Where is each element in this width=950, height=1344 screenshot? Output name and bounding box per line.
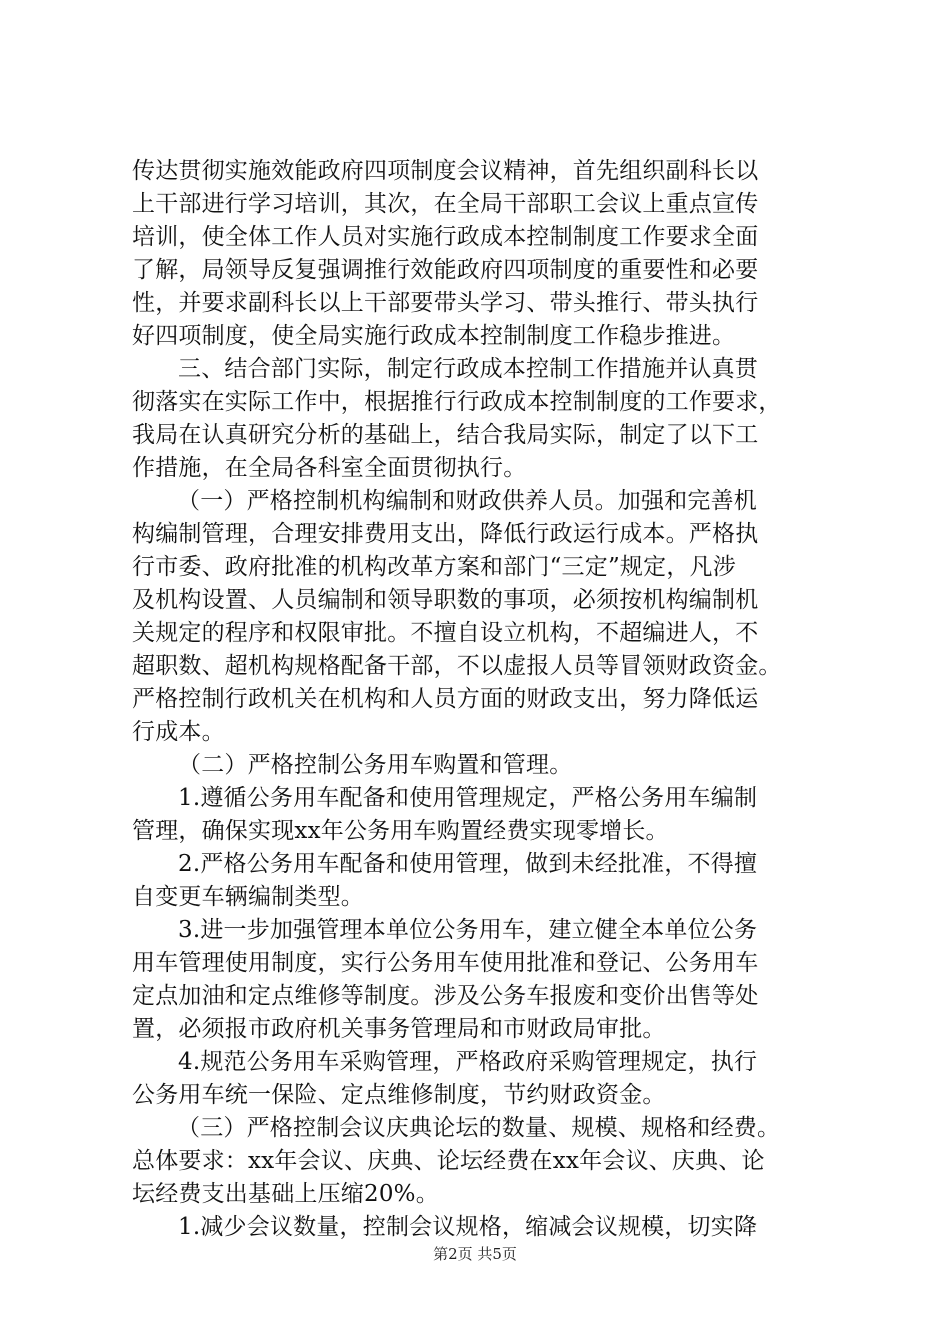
document-body [132, 155, 832, 1244]
text-line: 构编制管理，合理安排费用支出，降低行政运行成本。严格执 [132, 521, 759, 547]
text-line: 上干部进行学习培训，其次，在全局干部职工会议上重点宣传 [132, 191, 759, 217]
text-line: 自变更车辆编制类型。 [132, 884, 364, 910]
subsection-heading-one: （一）严格控制机构编制和财政供养人员。加强和完善机 [177, 488, 757, 514]
subsection-heading-three: （三）严格控制会议庆典论坛的数量、规模、规格和经费。 [177, 1115, 781, 1141]
text-line: 严格控制行政机关在机构和人员方面的财政支出，努力降低运 [132, 686, 759, 712]
list-item-1: 1.遵循公务用车配备和使用管理规定，严格公务用车编制 [178, 785, 758, 811]
text-line: 关规定的程序和权限审批。不擅自设立机构，不超编进人，不 [132, 620, 759, 646]
text-line: 用车管理使用制度，实行公务用车使用批准和登记、公务用车 [132, 950, 759, 976]
text-line: 超职数、超机构规格配备干部，不以虚报人员等冒领财政资金。 [132, 653, 782, 679]
text-line: 传达贯彻实施效能政府四项制度会议精神，首先组织副科长以 [132, 158, 759, 184]
subsection-heading-two: （二）严格控制公务用车购置和管理。 [178, 752, 573, 778]
section-heading-three: 三、结合部门实际，制定行政成本控制工作措施并认真贯 [178, 356, 758, 382]
text-line: 定点加油和定点维修等制度。涉及公务车报废和变价出售等处 [132, 983, 759, 1009]
text-line: 总体要求：xx年会议、庆典、论坛经费在xx年会议、庆典、论 [132, 1148, 765, 1174]
text-line: 好四项制度，使全局实施行政成本控制制度工作稳步推进。 [132, 323, 736, 349]
text-line: 作措施，在全局各科室全面贯彻执行。 [132, 455, 527, 481]
text-line: 性，并要求副科长以上干部要带头学习、带头推行、带头执行 [132, 290, 759, 316]
text-line: 行成本。 [132, 719, 225, 745]
list-item-2: 2.严格公务用车配备和使用管理，做到未经批准，不得擅 [178, 851, 758, 877]
list-item-1: 1.减少会议数量，控制会议规格，缩减会议规模，切实降 [178, 1214, 758, 1240]
text-line: 公务用车统一保险、定点维修制度，节约财政资金。 [132, 1082, 666, 1108]
text-line: 管理，确保实现xx年公务用车购置经费实现零增长。 [132, 818, 669, 844]
text-line: 培训，使全体工作人员对实施行政成本控制制度工作要求全面 [132, 224, 759, 250]
text-line: 坛经费支出基础上压缩20%。 [132, 1181, 439, 1207]
text-line: 我局在认真研究分析的基础上，结合我局实际，制定了以下工 [132, 422, 759, 448]
text-line: 了解，局领导反复强调推行效能政府四项制度的重要性和必要 [132, 257, 759, 283]
list-item-4: 4.规范公务用车采购管理，严格政府采购管理规定，执行 [178, 1049, 758, 1075]
text-line: 置，必须报市政府机关事务管理局和市财政局审批。 [132, 1016, 666, 1042]
text-line: 行市委、政府批准的机构改革方案和部门“三定”规定，凡涉 [132, 554, 736, 580]
text-line: 彻落实在实际工作中，根据推行行政成本控制制度的工作要求， [132, 389, 782, 415]
list-item-3: 3.进一步加强管理本单位公务用车，建立健全本单位公务 [178, 917, 758, 943]
page-number-footer: 第2页 共5页 [433, 1245, 517, 1263]
text-line: 及机构设置、人员编制和领导职数的事项，必须按机构编制机 [132, 587, 759, 613]
